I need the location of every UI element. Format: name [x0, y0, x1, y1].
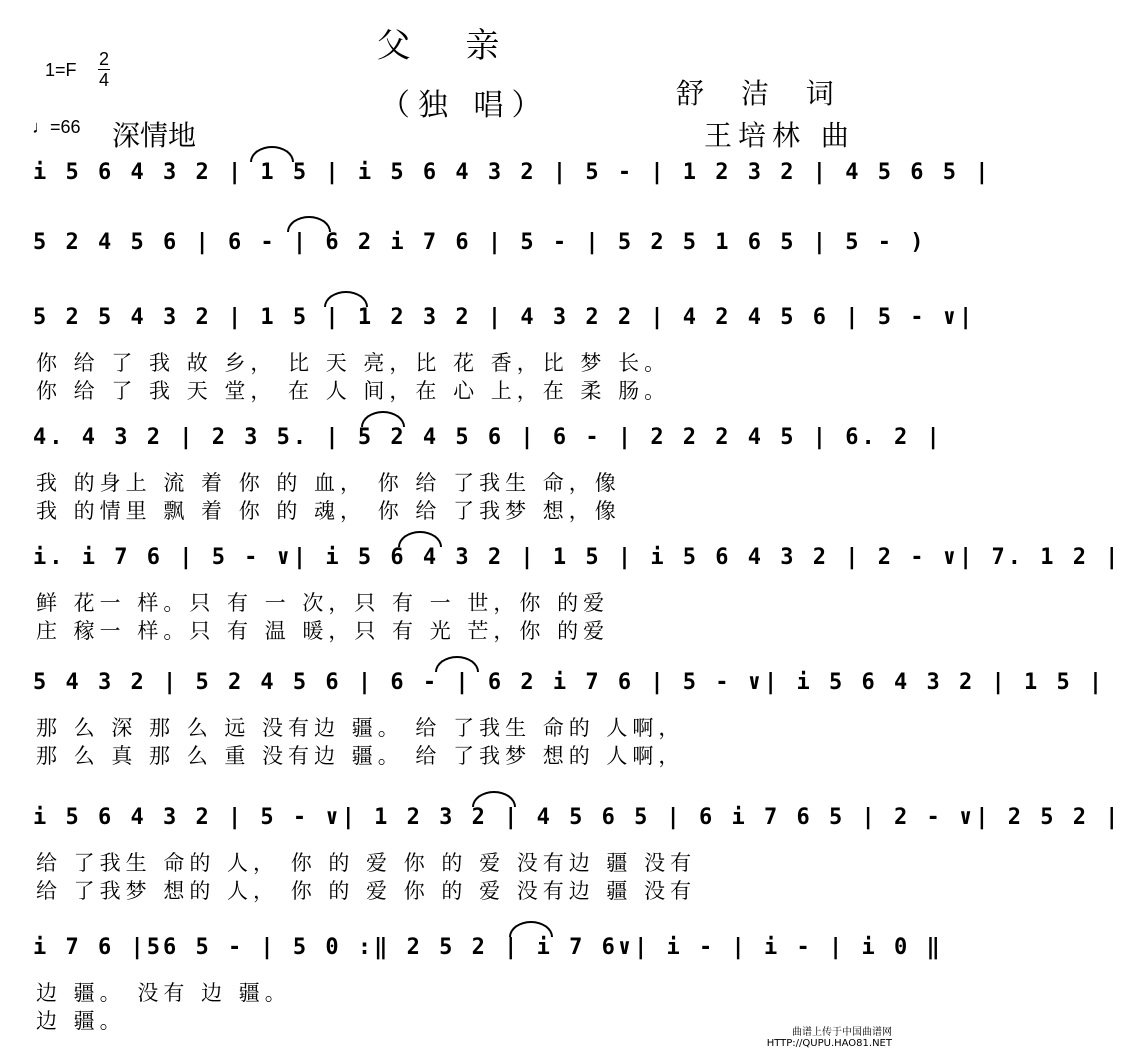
slur-mark — [287, 216, 331, 232]
composer-credit: 王培林 曲 — [704, 119, 855, 152]
lyricist-credit: 舒 洁 词 — [676, 77, 848, 110]
slur-mark — [324, 291, 368, 307]
footer-line-1: 曲谱上传于中国曲谱网 — [792, 1027, 892, 1038]
lyric-line: 庄 稼一 样。只 有 温 暖，只 有 光 芒，你 的爱 — [36, 619, 610, 643]
song-title: 父 亲 — [376, 26, 522, 66]
notation-row: 5 4 3 2 | 5 2 4 5 6 | 6 - | 6 2 i 7 6 | 5 - ∨| i 5 6 4 3 2 | 1 5 | — [33, 670, 1106, 695]
lyric-line: 边 疆。 — [36, 1009, 126, 1033]
footer-line-2: HTTP://QUPU.HAO81.NET — [766, 1038, 892, 1049]
tempo-marking: ♩=66 — [32, 117, 81, 137]
notation-row: 5 2 4 5 6 | 6 - | 6 2 i 7 6 | 5 - | 5 2 5 1 6 5 | 5 - ) — [33, 230, 927, 255]
notation-row: i. i 7 6 | 5 - ∨| i 5 6 4 3 2 | 1 5 | i 5 6 4 3 2 | 2 - ∨| 7. 1 2 | — [33, 545, 1121, 570]
key-signature: 1=F — [45, 60, 77, 80]
lyric-line: 给 了我梦 想的 人， 你 的 爱 你 的 爱 没有边 疆 没有 — [36, 879, 697, 903]
notation-row: i 5 6 4 3 2 | 1 5 | i 5 6 4 3 2 | 5 - | 1 2 3 2 | 4 5 6 5 | — [33, 160, 992, 185]
lyric-line: 我 的情里 飘 着 你 的 魂， 你 给 了我梦 想，像 — [36, 499, 621, 523]
slur-mark — [250, 146, 294, 162]
lyric-line: 我 的身上 流 着 你 的 血， 你 给 了我生 命，像 — [36, 471, 621, 495]
notation-row: 5 2 5 4 3 2 | 1 5 | 1 2 3 2 | 4 3 2 2 | 4 2 4 5 6 | 5 - ∨| — [33, 305, 976, 330]
time-signature-bottom: 4 — [98, 70, 109, 90]
notation-row: i 5 6 4 3 2 | 5 - ∨| 1 2 3 2 | 4 5 6 5 | 6 i 7 6 5 | 2 - ∨| 2 5 2 | — [33, 805, 1121, 830]
footer-watermark — [767, 1027, 892, 1049]
lyric-line: 给 了我生 命的 人， 你 的 爱 你 的 爱 没有边 疆 没有 — [36, 851, 697, 875]
notation-row: 4. 4 3 2 | 2 3 5. | 5 2 4 5 6 | 6 - | 2 2 2 4 5 | 6. 2 | — [33, 425, 943, 450]
slur-mark — [509, 921, 553, 937]
notation-row: i 7 6 |56 5 - | 5 0 :‖ 2 5 2 | i 7 6∨| i - | i - | i 0 ‖ — [33, 935, 943, 960]
time-signature-top: 2 — [98, 49, 109, 69]
song-subtitle: （独 唱） — [380, 88, 550, 123]
lyric-line: 鲜 花一 样。只 有 一 次，只 有 一 世，你 的爱 — [36, 591, 610, 615]
lyric-line: 那 么 真 那 么 重 没有边 疆。 给 了我梦 想的 人啊， — [36, 744, 685, 768]
lyric-line: 你 给 了 我 天 堂， 在 人 间，在 心 上，在 柔 肠。 — [36, 379, 671, 403]
time-signature — [98, 50, 110, 89]
lyric-line: 你 给 了 我 故 乡， 比 天 亮，比 花 香，比 梦 长。 — [36, 351, 671, 375]
expression-marking: 深情地 — [112, 119, 197, 152]
slur-mark — [472, 791, 516, 807]
slur-mark — [398, 531, 442, 547]
slur-mark — [361, 411, 405, 427]
slur-mark — [435, 656, 479, 672]
lyric-line: 那 么 深 那 么 远 没有边 疆。 给 了我生 命的 人啊， — [36, 716, 685, 740]
lyric-line: 边 疆。 没有 边 疆。 — [36, 981, 291, 1005]
